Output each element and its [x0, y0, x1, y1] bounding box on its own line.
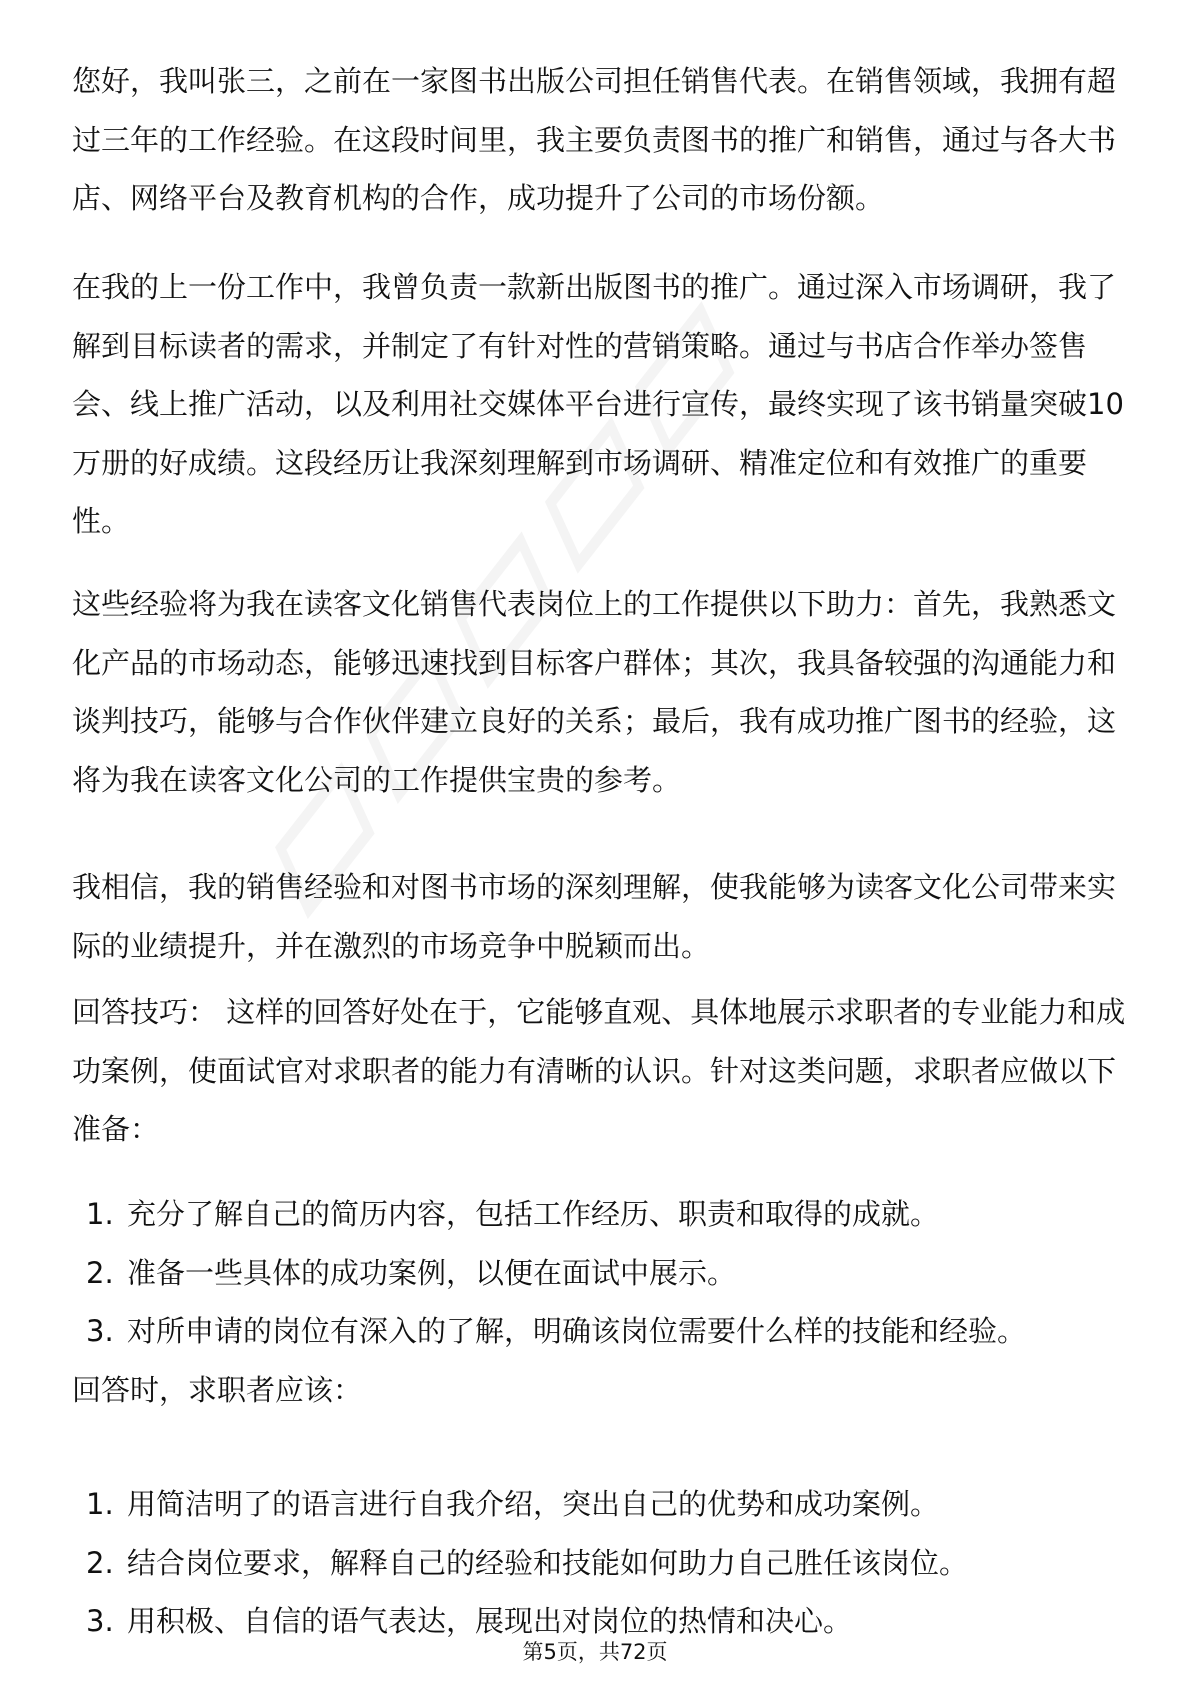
list-item [72, 1244, 1132, 1303]
text-line: 我相信，我的销售经验和对图书市场的深刻理解，使我能够为读客文化公司带来实 [72, 870, 1117, 904]
text-line: 化产品的市场动态，能够迅速找到目标客户群体；其次，我具备较强的沟通能力和 [72, 645, 1117, 680]
text-line: 准备： [72, 1112, 160, 1146]
paragraph-experience [72, 258, 1132, 551]
text-line: 会、线上推广活动，以及利用社交媒体平台进行宣传，最终实现了该书销量突破10 [72, 387, 1124, 421]
list-text: 充分了解自己的简历内容，包括工作经历、职责和取得的成就。 [127, 1197, 940, 1231]
list-item [72, 1475, 1132, 1534]
list-text: 准备一些具体的成功案例，以便在面试中展示。 [127, 1255, 737, 1290]
text-line: 回答时，求职者应该： [72, 1373, 363, 1407]
text-line: 解到目标读者的需求，并制定了有针对性的营销策略。通过与书店合作举办签售 [72, 328, 1088, 363]
list-number: 2. [86, 1545, 114, 1580]
text-line: 过三年的工作经验。在这段时间里，我主要负责图书的推广和销售，通过与各大书 [72, 122, 1117, 157]
list-item [72, 1534, 1132, 1593]
list-text: 用积极、自信的语气表达，展现出对岗位的热情和决心。 [127, 1604, 853, 1638]
text-line: 在我的上一份工作中，我曾负责一款新出版图书的推广。通过深入市场调研，我了 [72, 270, 1117, 304]
text-line: 这些经验将为我在读客文化销售代表岗位上的工作提供以下助力：首先，我熟悉文 [72, 587, 1117, 621]
list-number: 3. [86, 1314, 114, 1348]
text-line: 万册的好成绩。这段经历让我深刻理解到市场调研、精准定位和有效推广的重要 [72, 445, 1088, 480]
paragraph-conclusion [72, 858, 1132, 975]
text-line: 谈判技巧，能够与合作伙伴建立良好的关系；最后，我有成功推广图书的经验，这 [72, 704, 1117, 738]
list-text: 用简洁明了的语言进行自我介绍，突出自己的优势和成功案例。 [127, 1487, 940, 1521]
list-item [72, 1185, 1132, 1244]
list-item [72, 1302, 1132, 1361]
paragraph-advantages [72, 575, 1132, 809]
text-line: 店、网络平台及教育机构的合作，成功提升了公司的市场份额。 [72, 181, 885, 215]
answer-heading [72, 1361, 1132, 1420]
text-line: 功案例，使面试官对求职者的能力有清晰的认识。针对这类问题，求职者应做以下 [72, 1053, 1117, 1088]
text-line: 际的业绩提升，并在激烈的市场竞争中脱颖而出。 [72, 928, 711, 963]
list-number: 1. [86, 1197, 114, 1231]
list-text: 对所申请的岗位有深入的了解，明确该岗位需要什么样的技能和经验。 [127, 1314, 1027, 1348]
preparation-list [72, 1185, 1132, 1361]
page-number: 第5页，共72页 [522, 1640, 668, 1664]
paragraph-tips [72, 983, 1132, 1159]
text-line: 您好，我叫张三，之前在一家图书出版公司担任销售代表。在销售领域，我拥有超 [72, 64, 1117, 98]
text-line: 性。 [72, 504, 131, 538]
list-text: 结合岗位要求，解释自己的经验和技能如何助力自己胜任该岗位。 [127, 1545, 969, 1580]
list-number: 1. [86, 1487, 114, 1521]
text-line: 将为我在读客文化公司的工作提供宝贵的参考。 [72, 762, 682, 797]
paragraph-intro [72, 52, 1132, 228]
list-number: 2. [86, 1255, 114, 1290]
answer-list [72, 1475, 1132, 1651]
list-number: 3. [86, 1604, 114, 1638]
text-line: 回答技巧： 这样的回答好处在于，它能够直观、具体地展示求职者的专业能力和成 [72, 995, 1126, 1029]
